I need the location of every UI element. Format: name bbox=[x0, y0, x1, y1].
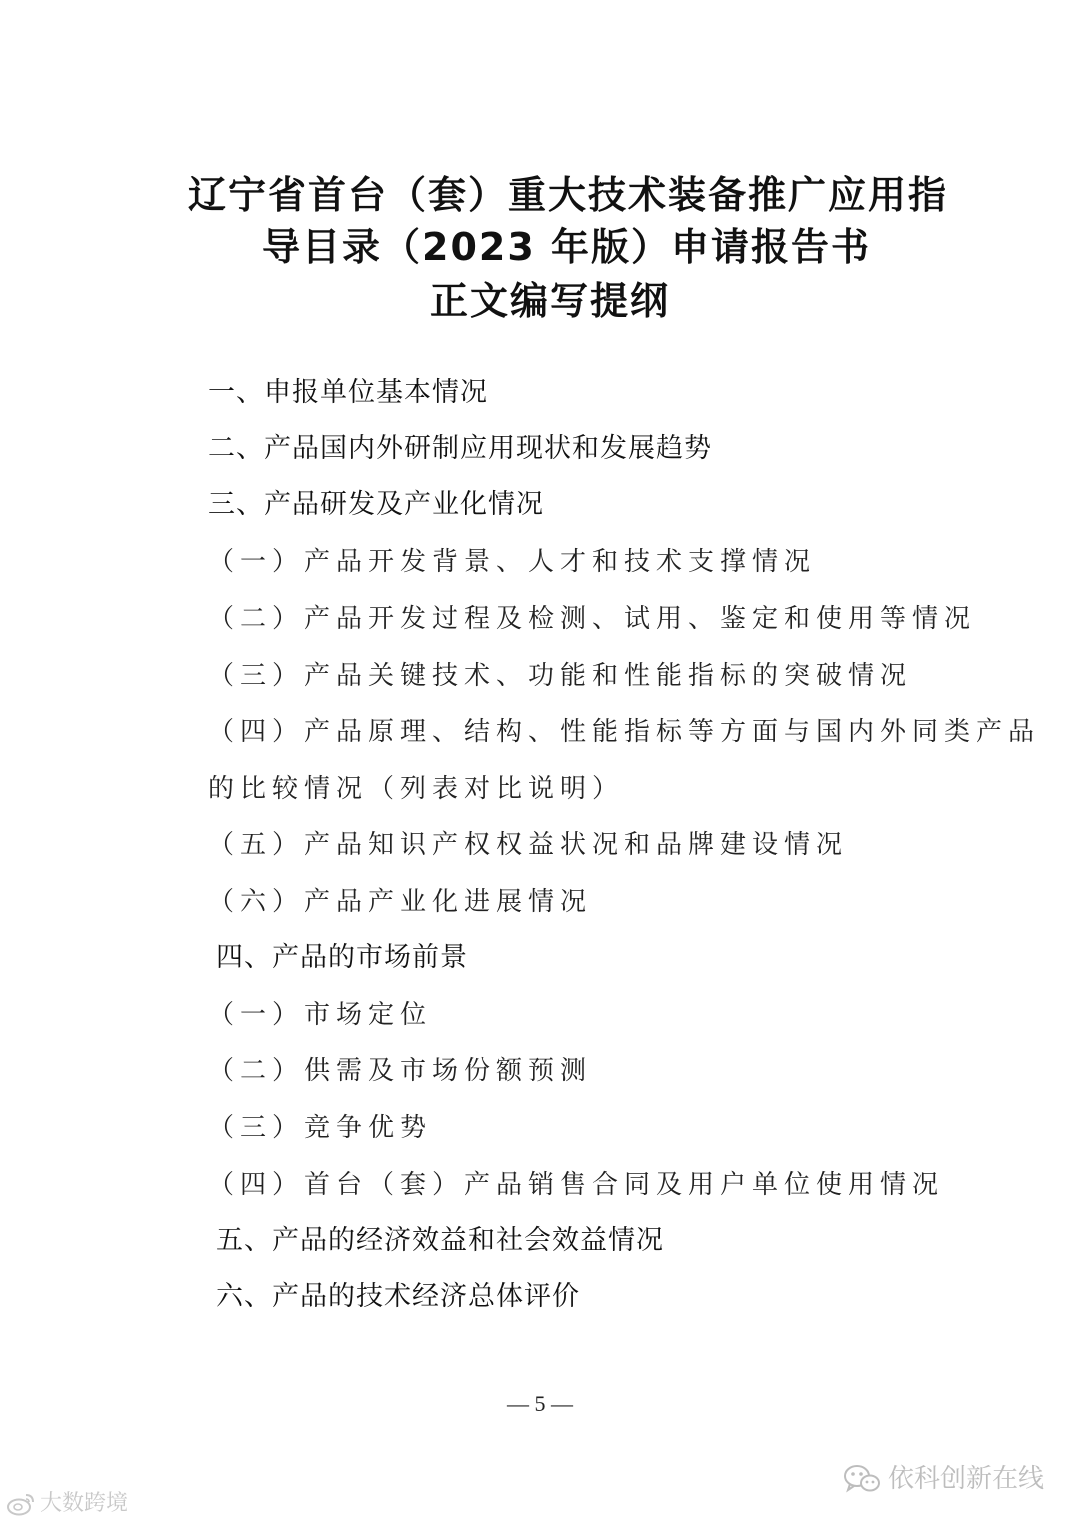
outline-subitem: （一）市场定位 bbox=[208, 1000, 433, 1030]
outline-subitem: （二）供需及市场份额预测 bbox=[208, 1056, 593, 1086]
outline-subitem-continuation: 的比较情况（列表对比说明） bbox=[208, 774, 625, 804]
watermark-right bbox=[842, 1462, 1044, 1496]
outline-heading-1: 一、申报单位基本情况 bbox=[208, 377, 488, 408]
watermark-right-text: 依科创新在线 bbox=[888, 1464, 1045, 1494]
outline-subitem: （二）产品开发过程及检测、试用、鉴定和使用等情况 bbox=[208, 604, 977, 634]
wechat-logo-icon bbox=[842, 1463, 882, 1495]
outline-subitem: （五）产品知识产权权益状况和品牌建设情况 bbox=[208, 830, 849, 860]
outline-subitem: （三）竞争优势 bbox=[208, 1113, 433, 1143]
outline-subitem: （三）产品关键技术、功能和性能指标的突破情况 bbox=[208, 661, 913, 691]
outline-subitem: （四）产品原理、结构、性能指标等方面与国内外同类产品 bbox=[208, 717, 1041, 747]
outline-heading-3: 三、产品研发及产业化情况 bbox=[208, 489, 544, 520]
document-title-line-3: 正文编写提纲 bbox=[430, 279, 671, 323]
outline-subitem: （四）首台（套）产品销售合同及用户单位使用情况 bbox=[208, 1170, 945, 1200]
outline-subitem: （六）产品产业化进展情况 bbox=[208, 887, 593, 917]
document-title-line-2: 导目录（2023 年版）申请报告书 bbox=[262, 225, 871, 269]
weibo-logo-icon bbox=[6, 1492, 36, 1516]
outline-heading-6: 六、产品的技术经济总体评价 bbox=[216, 1281, 580, 1312]
document-title-line-1: 辽宁省首台（套）重大技术装备推广应用指 bbox=[188, 173, 949, 217]
outline-heading-4: 四、产品的市场前景 bbox=[216, 942, 468, 973]
watermark-left-text: 大数跨境 bbox=[40, 1491, 129, 1516]
outline-heading-5: 五、产品的经济效益和社会效益情况 bbox=[216, 1225, 664, 1256]
watermark-left bbox=[6, 1490, 128, 1518]
outline-subitem: （一）产品开发背景、人才和技术支撑情况 bbox=[208, 547, 817, 577]
page-number: — 5 — bbox=[507, 1391, 573, 1416]
outline-heading-2: 二、产品国内外研制应用现状和发展趋势 bbox=[208, 433, 712, 464]
